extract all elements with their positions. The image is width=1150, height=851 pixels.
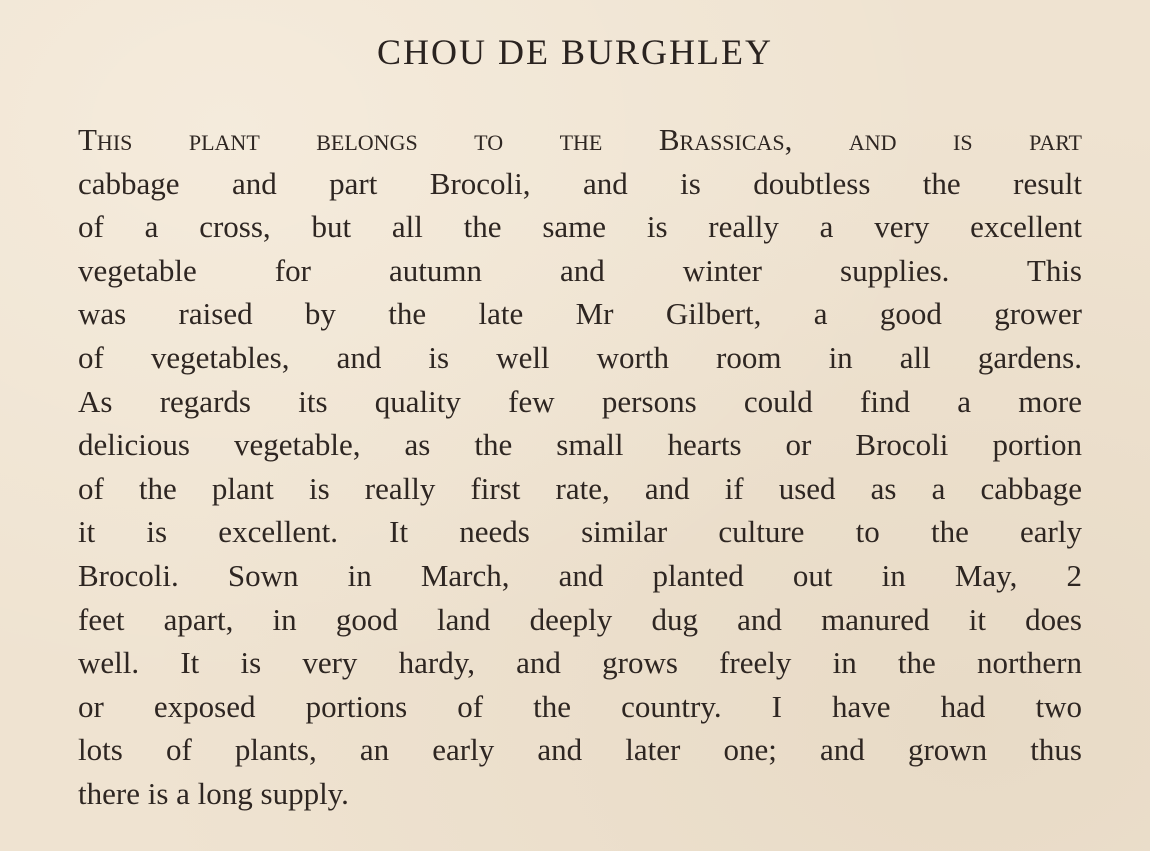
text-line-6: of vegetables, and is well worth room in all gardens. [78, 339, 1082, 375]
text-line-9: of the plant is really first rate, and if used as a cabbage [78, 470, 1082, 506]
text-line-16: there is a long supply. [78, 775, 349, 811]
text-line-13: well. It is very hardy, and grows freely in the northern [78, 645, 1082, 681]
text-line-1 [78, 118, 1082, 162]
text-line-11: Brocoli. Sown in March, and planted out in May, 2 [78, 557, 1082, 593]
body-paragraph [78, 118, 1082, 816]
text-line-4: vegetable for autumn and winter supplies. This [78, 252, 1082, 288]
text-line-8: delicious vegetable, as the small hearts or Brocoli portion [78, 427, 1082, 463]
text-line-15: lots of plants, an early and later one; and grown thus [78, 732, 1082, 768]
page-title: CHOU DE BURGHLEY [377, 32, 773, 72]
text-line-5: was raised by the late Mr Gilbert, a good grower [78, 296, 1082, 332]
text-line-14: or exposed portions of the country. I have had two [78, 688, 1082, 724]
text-line-1-content: This plant belongs to the Brassicas, and is part [78, 122, 1082, 157]
text-line-10: it is excellent. It needs similar culture to the early [78, 514, 1082, 550]
text-line-3: of a cross, but all the same is really a very excellent [78, 209, 1082, 245]
text-line-7: As regards its quality few persons could find a more [78, 383, 1082, 419]
text-line-12: feet apart, in good land deeply dug and manured it does [78, 601, 1082, 637]
text-line-2: cabbage and part Brocoli, and is doubtless the result [78, 165, 1082, 201]
